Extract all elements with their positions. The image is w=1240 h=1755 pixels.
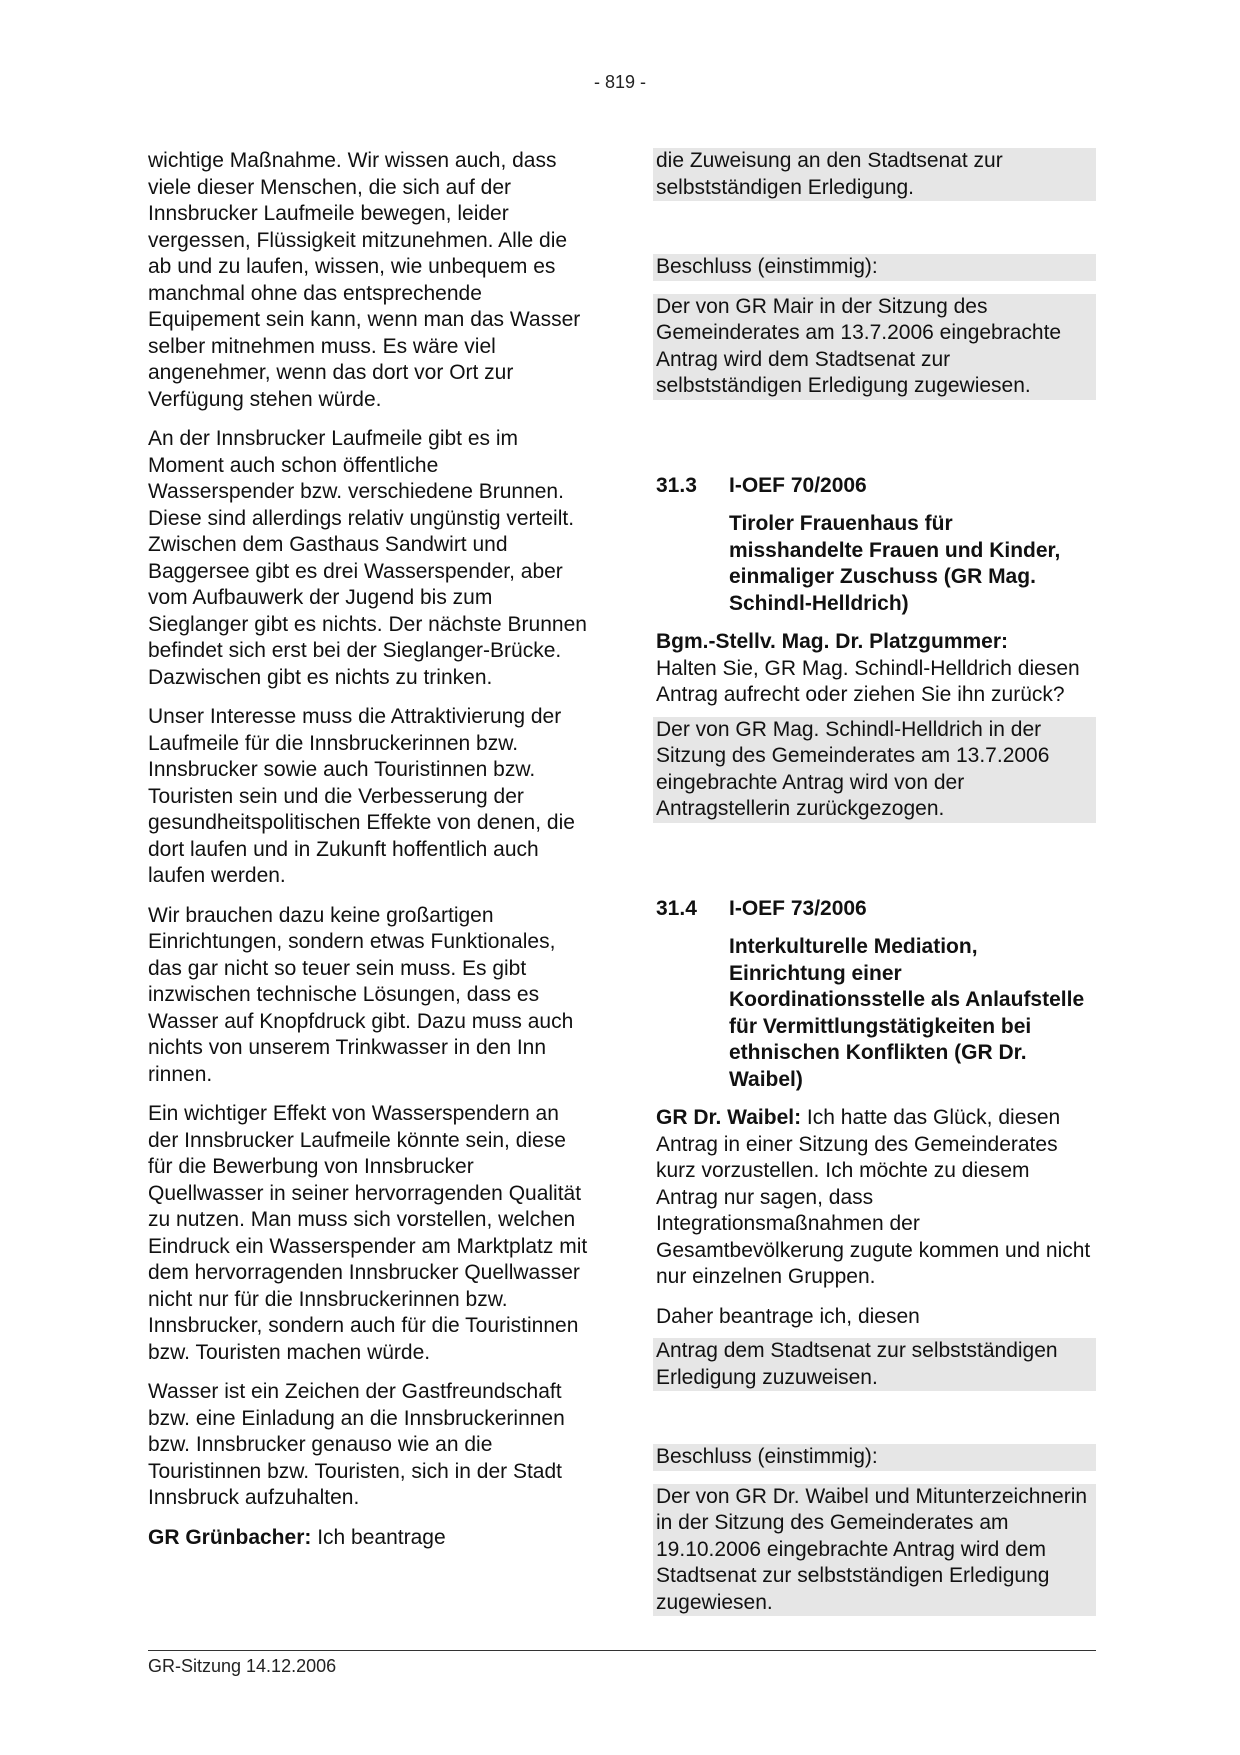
speaker-name: GR Dr. Waibel: xyxy=(656,1106,802,1129)
paragraph-6: Wasser ist ein Zeichen der Gastfreundschaft bzw. eine Einladung an die Innsbruckerinnen bzw. Innsbrucker genauso wie an die Touristinnen bzw. Touristen, sich in der Stadt Innsbruck aufzuhalten. xyxy=(148,1380,565,1509)
item-outcome: Der von GR Mag. Schindl-Helldrich in der Sitzung des Gemeinderates am 13.7.2006 eingebrachte Antrag wird von der Antragstellerin zurückgezogen. xyxy=(653,717,1096,823)
assignment-text: die Zuweisung an den Stadtsenat zur selbstständigen Erledigung. xyxy=(653,148,1096,201)
request-text: Antrag dem Stadtsenat zur selbstständigen Erledigung zuzuweisen. xyxy=(653,1338,1096,1391)
speaker-name: Bgm.-Stellv. Mag. Dr. Platzgummer: xyxy=(656,630,1009,653)
speaker-text: Halten Sie, GR Mag. Schindl-Helldrich diesen Antrag aufrecht oder ziehen Sie ihn zurück? xyxy=(656,656,1080,706)
item-title: Tiroler Frauenhaus für misshandelte Frauen und Kinder, einmaliger Zuschuss (GR Mag. Schindl-Helldrich) xyxy=(729,512,1061,615)
page-number: - 819 - xyxy=(593,72,647,92)
paragraph-3: Unser Interesse muss die Attraktivierung der Laufmeile für die Innsbruckerinnen bzw. Innsbrucker sowie auch Touristinnen bzw. Touristen sein und die Verbesserung der gesundheitspolitischen Effekte von denen, die dort laufen und in Zukunft hoffentlich auch laufen werden. xyxy=(148,705,575,887)
paragraph-4: Wir brauchen dazu keine großartigen Einrichtungen, sondern etwas Funktionales, das gar nicht so teuer sein muss. Es gibt inzwischen technische Lösungen, dass es Wasser auf Knopfdruck gibt. Dazu muss auch nichts von unserem Trinkwasser in den Inn rinnen. xyxy=(148,903,574,1086)
resolution-label: Beschluss (einstimmig): xyxy=(653,254,1096,281)
resolution-text: Der von GR Mair in der Sitzung des Gemeinderates am 13.7.2006 eingebrachte Antrag wird dem Stadtsenat zur selbstständigen Erledigung zugewiesen. xyxy=(653,294,1096,400)
item-title: Interkulturelle Mediation, Einrichtung einer Koordinationsstelle als Anlaufstelle für Vermittlungstätigkeiten bei ethnischen Konflikten (GR Dr. Waibel) xyxy=(729,935,1085,1091)
footer-divider xyxy=(148,1650,1096,1651)
paragraph-5: Ein wichtiger Effekt von Wasserspendern an der Innsbrucker Laufmeile könnte sein, diese für die Bewerbung von Innsbrucker Quellwasser in seiner hervorragenden Qualität zu nutzen. Man muss sich vorstellen, welchen Eindruck ein Wasserspender am Marktplatz mit dem hervorragenden Innsbrucker Quellwasser nicht nur für die Innsbruckerinnen bzw. Innsbrucker, sondern auch für die Touristinnen bzw. Touristen machen würde. xyxy=(148,1102,588,1364)
speaker-statement xyxy=(656,1105,1096,1291)
left-column xyxy=(148,148,588,1564)
footer-session-date: GR-Sitzung 14.12.2006 xyxy=(148,1656,337,1676)
item-heading-31-4 xyxy=(656,896,1096,923)
resolution-text: Der von GR Dr. Waibel und Mitunterzeichnerin in der Sitzung des Gemeinderates am 19.10.2006 eingebrachte Antrag wird dem Stadtsenat zur selbstständigen Erledigung zugewiesen. xyxy=(653,1484,1096,1617)
item-number: 31.4 xyxy=(656,896,697,920)
speaker-statement xyxy=(656,629,1096,709)
speaker-text: Ich hatte das Glück, diesen Antrag in einer Sitzung des Gemeinderates kurz vorzustellen. Ich möchte zu diesem Antrag nur sagen, dass Integrationsmaßnahmen der Gesamtbevölkerung zugute kommen und nicht nur einzelnen Gruppen. xyxy=(656,1106,1091,1288)
speaker-name: GR Grünbacher: xyxy=(148,1525,312,1549)
item-heading-31-3 xyxy=(656,473,1096,500)
request-intro: Daher beantrage ich, diesen xyxy=(656,1304,920,1328)
paragraph-2: An der Innsbrucker Laufmeile gibt es im Moment auch schon öffentliche Wasserspender bzw. verschiedene Brunnen. Diese sind allerdings relativ ungünstig verteilt. Zwischen dem Gasthaus Sandwirt und Baggersee gibt es drei Wasserspender, aber vom Aufbauwerk der Jugend bis zum Sieglanger gibt es nichts. Der nächste Brunnen befindet sich erst bei der Sieglanger-Brücke. Dazwischen gibt es nichts zu trinken. xyxy=(148,427,587,689)
speaker-text: Ich beantrage xyxy=(311,1525,446,1549)
right-column xyxy=(656,148,1096,1629)
resolution-label: Beschluss (einstimmig): xyxy=(653,1444,1096,1471)
item-code: I-OEF 70/2006 xyxy=(729,473,867,497)
item-number: 31.3 xyxy=(656,473,697,497)
speaker-statement-gruenbacher xyxy=(148,1525,588,1552)
item-code: I-OEF 73/2006 xyxy=(729,896,867,920)
paragraph-1: wichtige Maßnahme. Wir wissen auch, dass viele dieser Menschen, die sich auf der Innsbrucker Laufmeile bewegen, leider vergessen, Flüssigkeit mitzunehmen. Alle die ab und zu laufen, wissen, wie unbequem es manchmal ohne das entsprechende Equipement sein kann, wenn man das Wasser selber mitnehmen muss. Es wäre viel angenehmer, wenn das dort vor Ort zur Verfügung stehen würde. xyxy=(148,149,581,411)
